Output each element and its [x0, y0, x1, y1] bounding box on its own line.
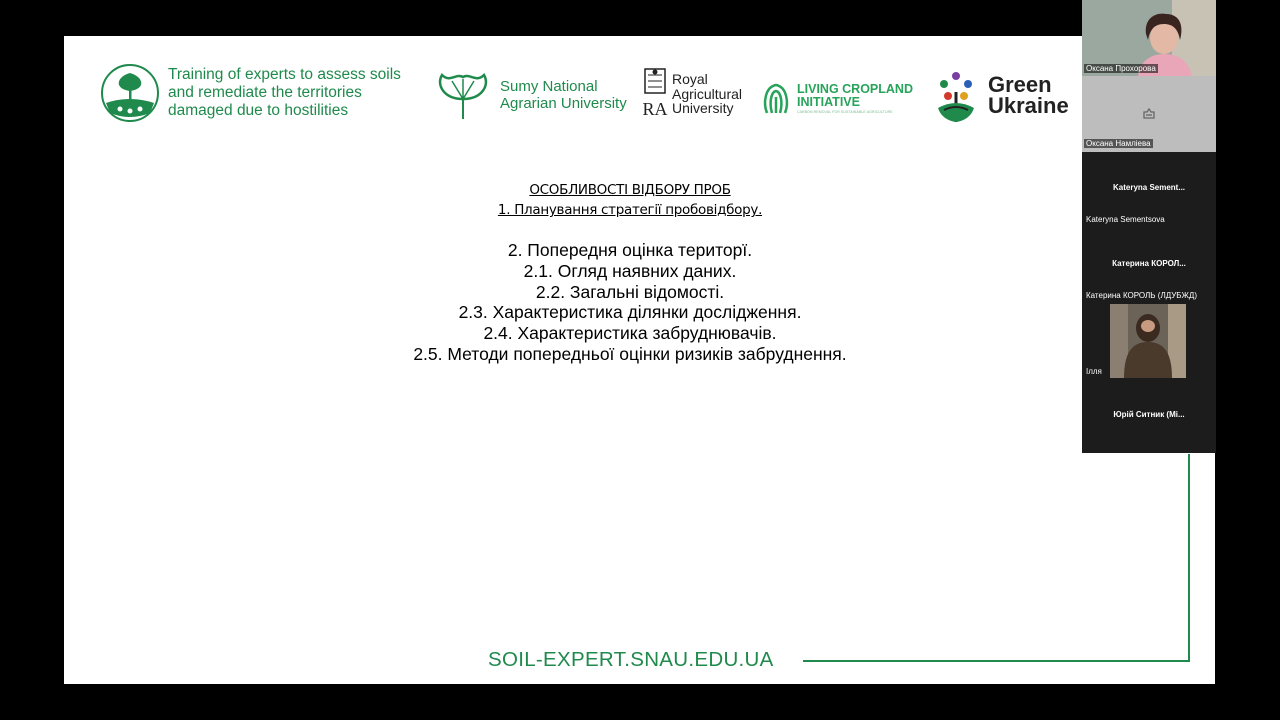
green-ukraine-logo	[934, 68, 1078, 124]
ornament-tree-icon	[934, 68, 978, 124]
lci-logo-text-group	[797, 83, 917, 115]
slide-item: 2.2. Загальні відомості.	[535, 281, 725, 302]
shared-slide	[64, 36, 1215, 684]
participant-name: Катерина КОРОЛЬ (ЛДУБЖД)	[1086, 291, 1197, 300]
snau-logo	[434, 69, 640, 121]
lci-logo-subtext: CARBON REMOVAL FOR SUSTAINABLE AGRICULTURE	[797, 110, 893, 115]
participant-tile[interactable]	[1082, 0, 1216, 76]
participant-video	[1110, 304, 1186, 378]
green-ukraine-logo-text: Green Ukraine	[988, 72, 1069, 118]
soil-tree-icon	[100, 63, 160, 123]
ginkgo-leaf-icon	[434, 69, 492, 121]
participant-name-center: Катерина КОРОЛ...	[1112, 259, 1186, 268]
participant-tile[interactable]	[1082, 228, 1216, 304]
participant-name-center: Kateryna Sement...	[1112, 183, 1186, 192]
frame-line-horizontal	[803, 660, 1190, 662]
participant-tile[interactable]	[1082, 76, 1216, 152]
participant-tile[interactable]	[1082, 304, 1216, 380]
rau-logo	[642, 67, 752, 121]
participant-name-center: Юрій Ситник (Мі...	[1113, 410, 1185, 419]
slide-item: 2. Попередня оцінка територї.	[507, 240, 753, 260]
snau-logo-text: Sumy National Agrarian University	[500, 77, 627, 112]
slide-item: 2.1. Огляд наявних даних.	[523, 260, 737, 281]
participant-tile[interactable]	[1082, 152, 1216, 228]
site-url: SOIL-EXPERT.SNAU.EDU.UA	[488, 648, 774, 671]
slide-item: 2.5. Методи попередньої оцінки ризиків забруднення.	[413, 343, 847, 364]
participant-tile[interactable]	[1082, 380, 1216, 453]
lci-logo	[761, 79, 917, 119]
rau-logo-text: Royal Agricultural University	[672, 70, 743, 117]
training-logo-text: Training of experts to assess soils and remediate the territories damaged due to hostilities	[168, 66, 401, 119]
participant-name: Ілля	[1086, 367, 1102, 376]
participant-name: Оксана Намліева	[1086, 139, 1151, 148]
rau-monogram: RA	[642, 99, 668, 119]
camera-off-icon	[1141, 106, 1157, 122]
slide-content	[64, 180, 1196, 365]
fingerprint-icon	[761, 79, 791, 119]
slide-subtitle: 1. Планування стратегії пробовідбору.	[497, 202, 763, 218]
participants-panel	[1082, 0, 1216, 453]
crest-icon	[642, 67, 668, 121]
training-project-logo	[100, 63, 428, 123]
participant-name: Оксана Прохорова	[1086, 64, 1156, 73]
slide-title: ОСОБЛИВОСТІ ВІДБОРУ ПРОБ	[529, 182, 731, 198]
slide-item: 2.3. Характеристика ділянки дослідження.	[458, 302, 802, 323]
participant-name: Kateryna Sementsova	[1086, 215, 1165, 224]
frame-line-vertical	[1188, 454, 1190, 662]
lci-logo-text: LIVING CROPLAND INITIATIVE	[797, 82, 913, 110]
slide-item-list	[64, 240, 1196, 365]
slide-item: 2.4. Характеристика забруднювачів.	[483, 323, 777, 344]
